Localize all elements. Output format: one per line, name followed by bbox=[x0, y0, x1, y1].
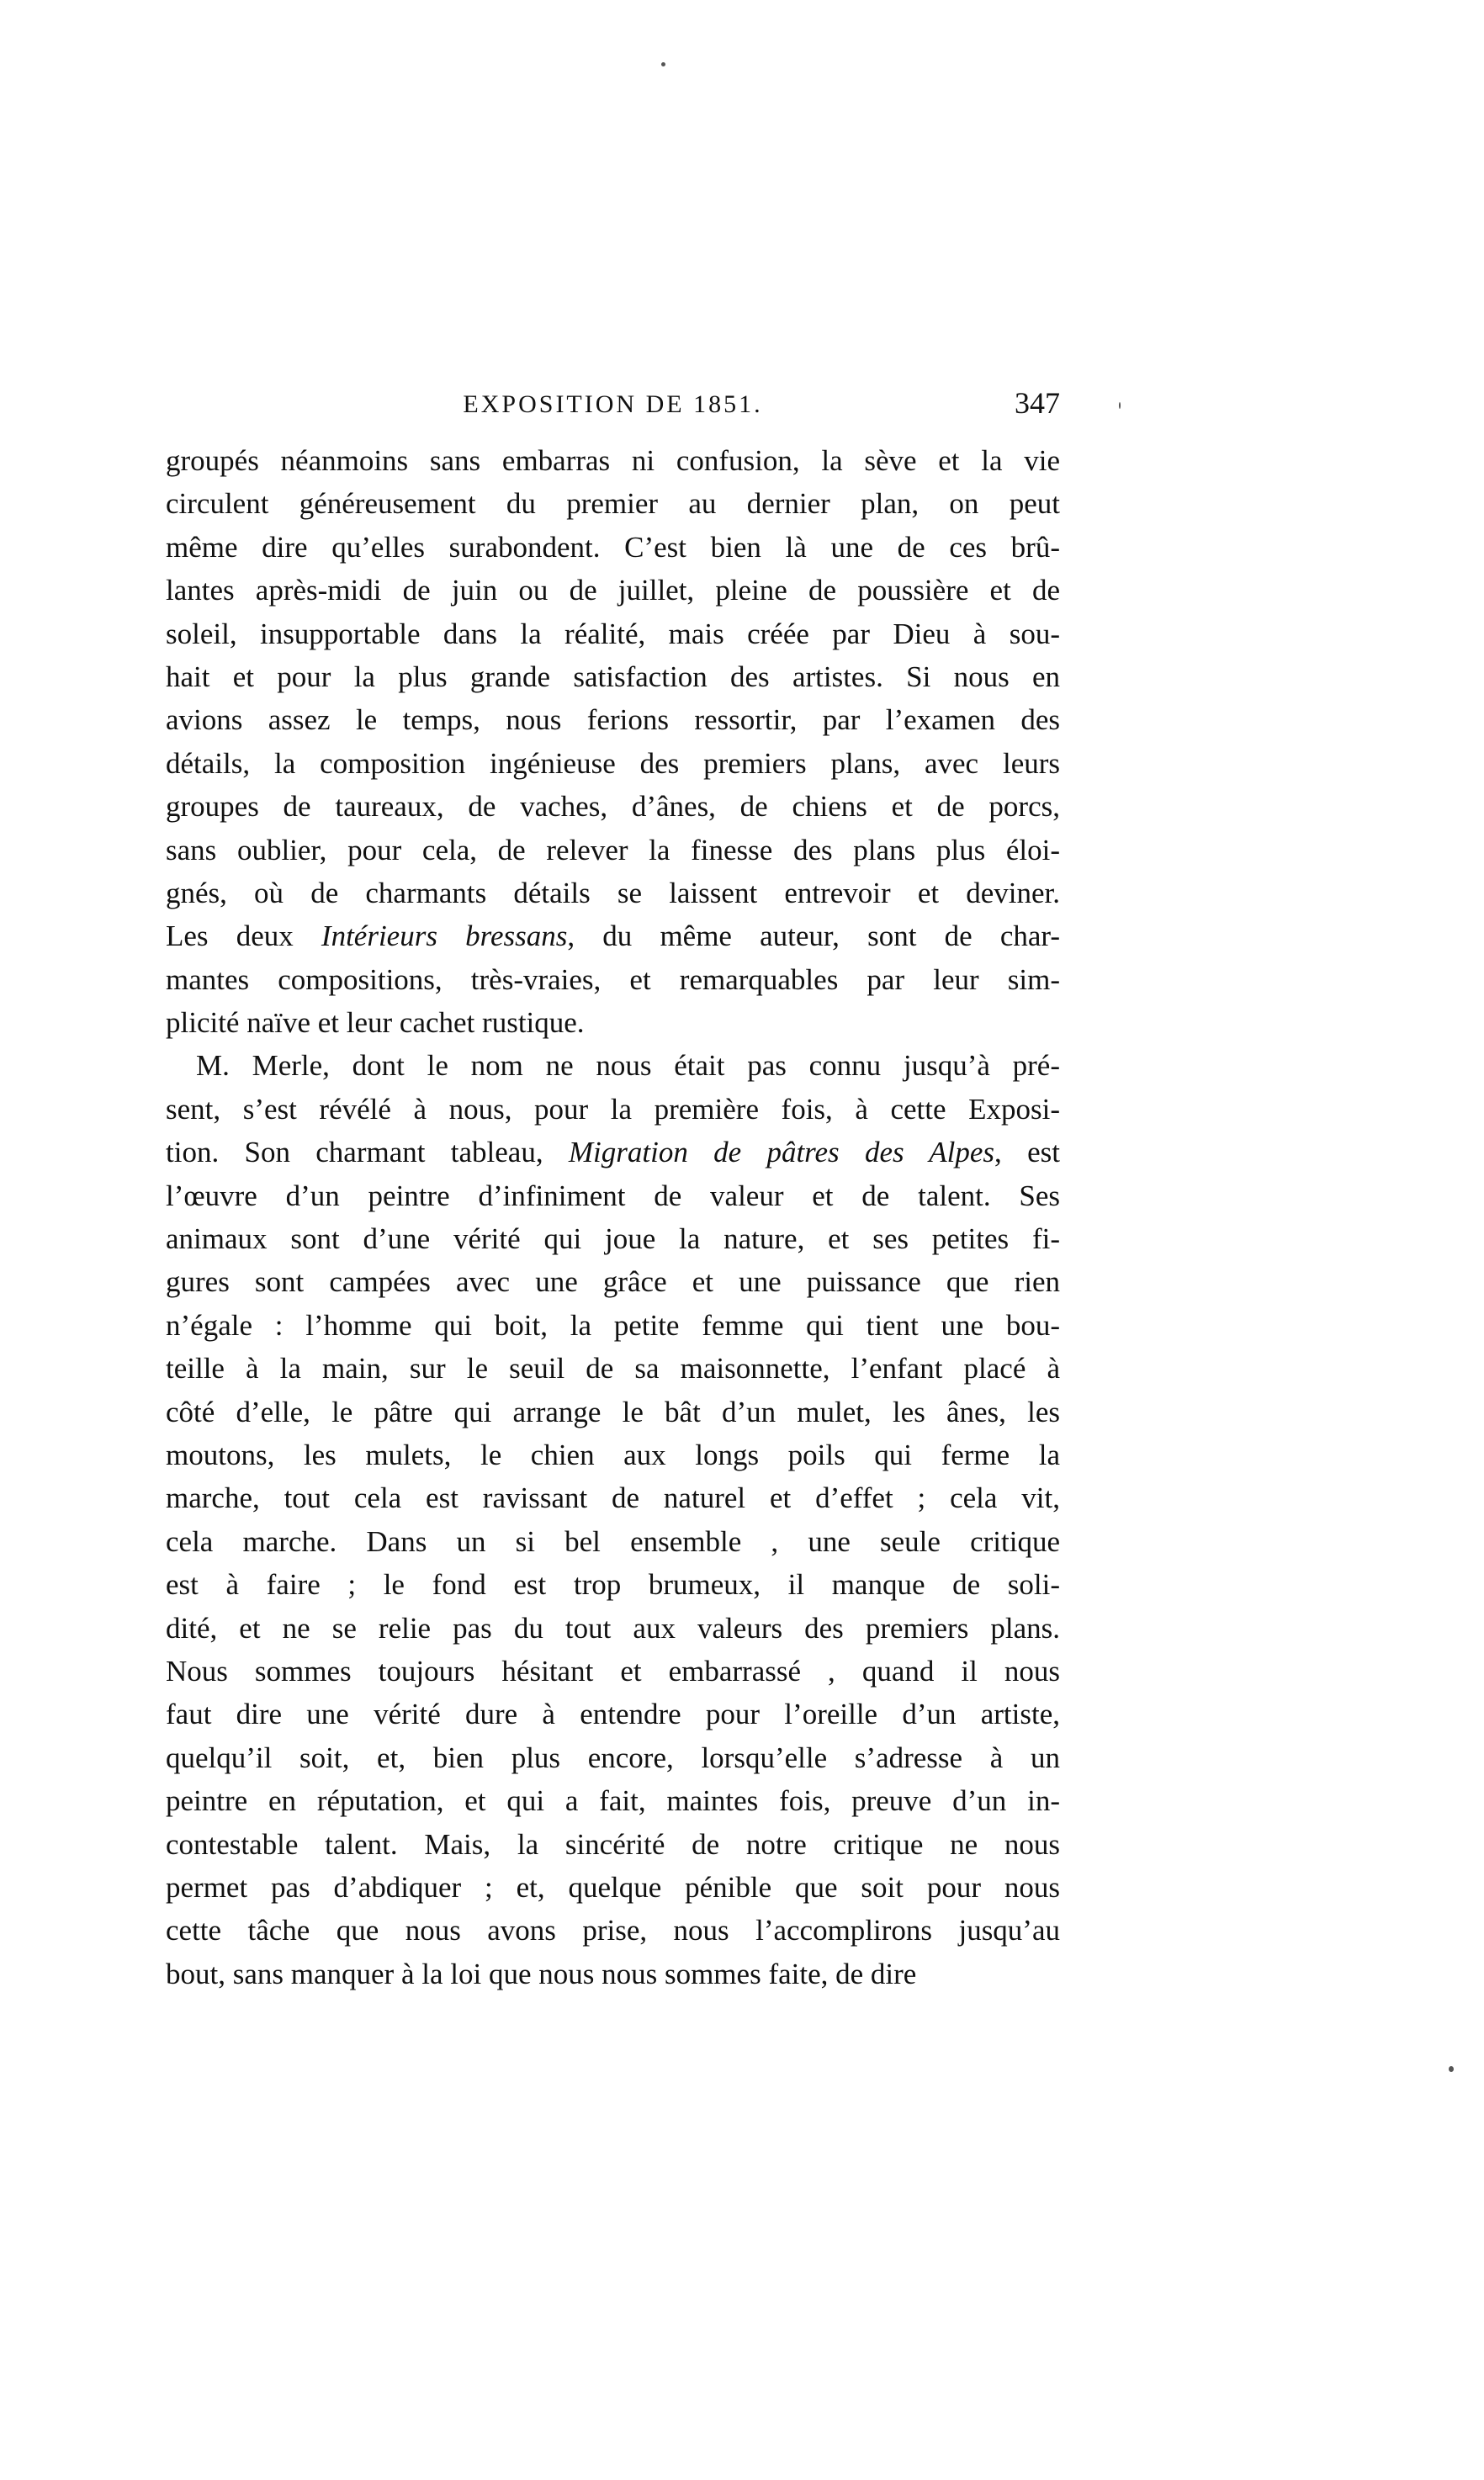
text-segment: groupés néanmoins sans embarras ni confusion, la sève et la vie bbox=[166, 444, 1060, 477]
text-line bbox=[166, 1520, 1060, 1563]
text-segment: faut dire une vérité dure à entendre pour l’oreille d’un artiste, bbox=[166, 1698, 1060, 1731]
text-line bbox=[166, 1779, 1060, 1822]
text-segment: l’œuvre d’un peintre d’infiniment de valeur et de talent. Ses bbox=[166, 1179, 1060, 1212]
text-line bbox=[166, 742, 1060, 785]
paragraph bbox=[166, 1044, 1060, 1995]
text-line bbox=[166, 1563, 1060, 1606]
running-title: EXPOSITION DE 1851. bbox=[463, 390, 763, 418]
text-segment: , du même auteur, sont de char- bbox=[567, 919, 1061, 953]
text-segment: dité, et ne se relie pas du tout aux valeurs des premiers plans. bbox=[166, 1611, 1060, 1645]
text-line bbox=[166, 1693, 1060, 1735]
text-line bbox=[166, 569, 1060, 612]
text-line bbox=[166, 785, 1060, 828]
text-segment: est à faire ; le fond est trop brumeux, il manque de soli- bbox=[166, 1568, 1060, 1602]
text-line bbox=[166, 872, 1060, 914]
text-line bbox=[166, 1607, 1060, 1650]
text-segment: moutons, les mulets, le chien aux longs poils qui ferme la bbox=[166, 1438, 1060, 1471]
page-number: 347 bbox=[1015, 386, 1060, 420]
text-segment: lantes après-midi de juin ou de juillet, pleine de poussière et de bbox=[166, 574, 1060, 607]
text-segment: hait et pour la plus grande satisfaction des artistes. Si nous en bbox=[166, 660, 1060, 693]
text-segment: teille à la main, sur le seuil de sa maisonnette, l’enfant placé à bbox=[166, 1352, 1060, 1386]
text-line bbox=[166, 439, 1060, 482]
text-segment: plicité naïve et leur cachet rustique. bbox=[166, 1006, 585, 1040]
text-segment: groupes de taureaux, de vaches, d’ânes, de chiens et de porcs, bbox=[166, 790, 1060, 824]
text-line bbox=[166, 1088, 1060, 1131]
text-line bbox=[166, 1001, 1060, 1044]
text-segment: animaux sont d’une vérité qui joue la nature, et ses petites fi- bbox=[166, 1222, 1060, 1256]
text-line bbox=[166, 1131, 1060, 1174]
text-segment: cette tâche que nous avons prise, nous l’accomplirons jusqu’au bbox=[166, 1914, 1060, 1947]
text-line bbox=[166, 829, 1060, 872]
text-line bbox=[166, 1433, 1060, 1476]
text-line bbox=[166, 1953, 1060, 1995]
text-line bbox=[166, 526, 1060, 569]
italic-title: Migration de pâtres des Alpes bbox=[568, 1136, 995, 1169]
page-header bbox=[166, 385, 1060, 427]
text-line bbox=[166, 1909, 1060, 1952]
text-line bbox=[166, 655, 1060, 698]
text-segment: permet pas d’abdiquer ; et, quelque pénible que soit pour nous bbox=[166, 1870, 1060, 1904]
text-segment: , est bbox=[994, 1136, 1060, 1169]
text-line bbox=[166, 1260, 1060, 1303]
text-segment: quelqu’il soit, et, bien plus encore, lorsqu’elle s’adresse à un bbox=[166, 1741, 1060, 1774]
text-segment: soleil, insupportable dans la réalité, mais créée par Dieu à sou- bbox=[166, 617, 1060, 650]
text-line bbox=[166, 1476, 1060, 1519]
text-segment: peintre en réputation, et qui a fait, maintes fois, preuve d’un in- bbox=[166, 1784, 1060, 1818]
text-segment: cela marche. Dans un si bel ensemble , une seule critique bbox=[166, 1524, 1060, 1558]
text-segment: Les deux bbox=[166, 919, 321, 953]
text-segment: mantes compositions, très-vraies, et remarquables par leur sim- bbox=[166, 962, 1060, 996]
text-line bbox=[166, 1650, 1060, 1693]
scan-speck bbox=[1119, 402, 1121, 409]
text-segment: avions assez le temps, nous ferions ressortir, par l’examen des bbox=[166, 703, 1060, 737]
text-segment: gnés, où de charmants détails se laissent entrevoir et deviner. bbox=[166, 876, 1060, 909]
text-segment: côté d’elle, le pâtre qui arrange le bât d’un mulet, les ânes, les bbox=[166, 1395, 1060, 1428]
text-segment: sans oublier, pour cela, de relever la finesse des plans plus éloi- bbox=[166, 833, 1060, 866]
text-line bbox=[166, 698, 1060, 741]
text-line bbox=[166, 1347, 1060, 1390]
scan-speck bbox=[1449, 2066, 1454, 2072]
text-segment: sent, s’est révélé à nous, pour la première fois, à cette Exposi- bbox=[166, 1092, 1060, 1126]
text-segment: circulent généreusement du premier au dernier plan, on peut bbox=[166, 487, 1060, 521]
text-line bbox=[166, 482, 1060, 525]
paragraph bbox=[166, 439, 1060, 1044]
text-segment: n’égale : l’homme qui boit, la petite femme qui tient une bou- bbox=[166, 1308, 1060, 1342]
text-line bbox=[166, 1823, 1060, 1866]
text-segment: gures sont campées avec une grâce et une puissance que rien bbox=[166, 1265, 1060, 1299]
text-segment: détails, la composition ingénieuse des premiers plans, avec leurs bbox=[166, 746, 1060, 780]
text-segment: tion. Son charmant tableau, bbox=[166, 1136, 569, 1169]
text-line bbox=[166, 1391, 1060, 1433]
scan-speck bbox=[661, 62, 665, 66]
text-line bbox=[166, 1174, 1060, 1217]
text-segment: marche, tout cela est ravissant de naturel et d’effet ; cela vit, bbox=[166, 1481, 1060, 1515]
text-line bbox=[166, 1736, 1060, 1779]
text-line bbox=[166, 1044, 1060, 1087]
text-line bbox=[166, 1866, 1060, 1909]
italic-title: Intérieurs bressans bbox=[321, 919, 568, 953]
text-line bbox=[166, 612, 1060, 655]
text-line bbox=[166, 914, 1060, 957]
text-line bbox=[166, 1217, 1060, 1260]
text-line bbox=[166, 958, 1060, 1001]
text-line bbox=[166, 1304, 1060, 1347]
text-segment: même dire qu’elles surabondent. C’est bien là une de ces brû- bbox=[166, 530, 1060, 564]
text-segment: Nous sommes toujours hésitant et embarrassé , quand il nous bbox=[166, 1654, 1060, 1688]
text-segment: bout, sans manquer à la loi que nous nous sommes faite, de dire bbox=[166, 1957, 917, 1990]
text-segment: contestable talent. Mais, la sincérité de notre critique ne nous bbox=[166, 1827, 1060, 1861]
text-segment: M. Merle, dont le nom ne nous était pas connu jusqu’à pré- bbox=[196, 1049, 1060, 1083]
body-text bbox=[166, 439, 1060, 1995]
